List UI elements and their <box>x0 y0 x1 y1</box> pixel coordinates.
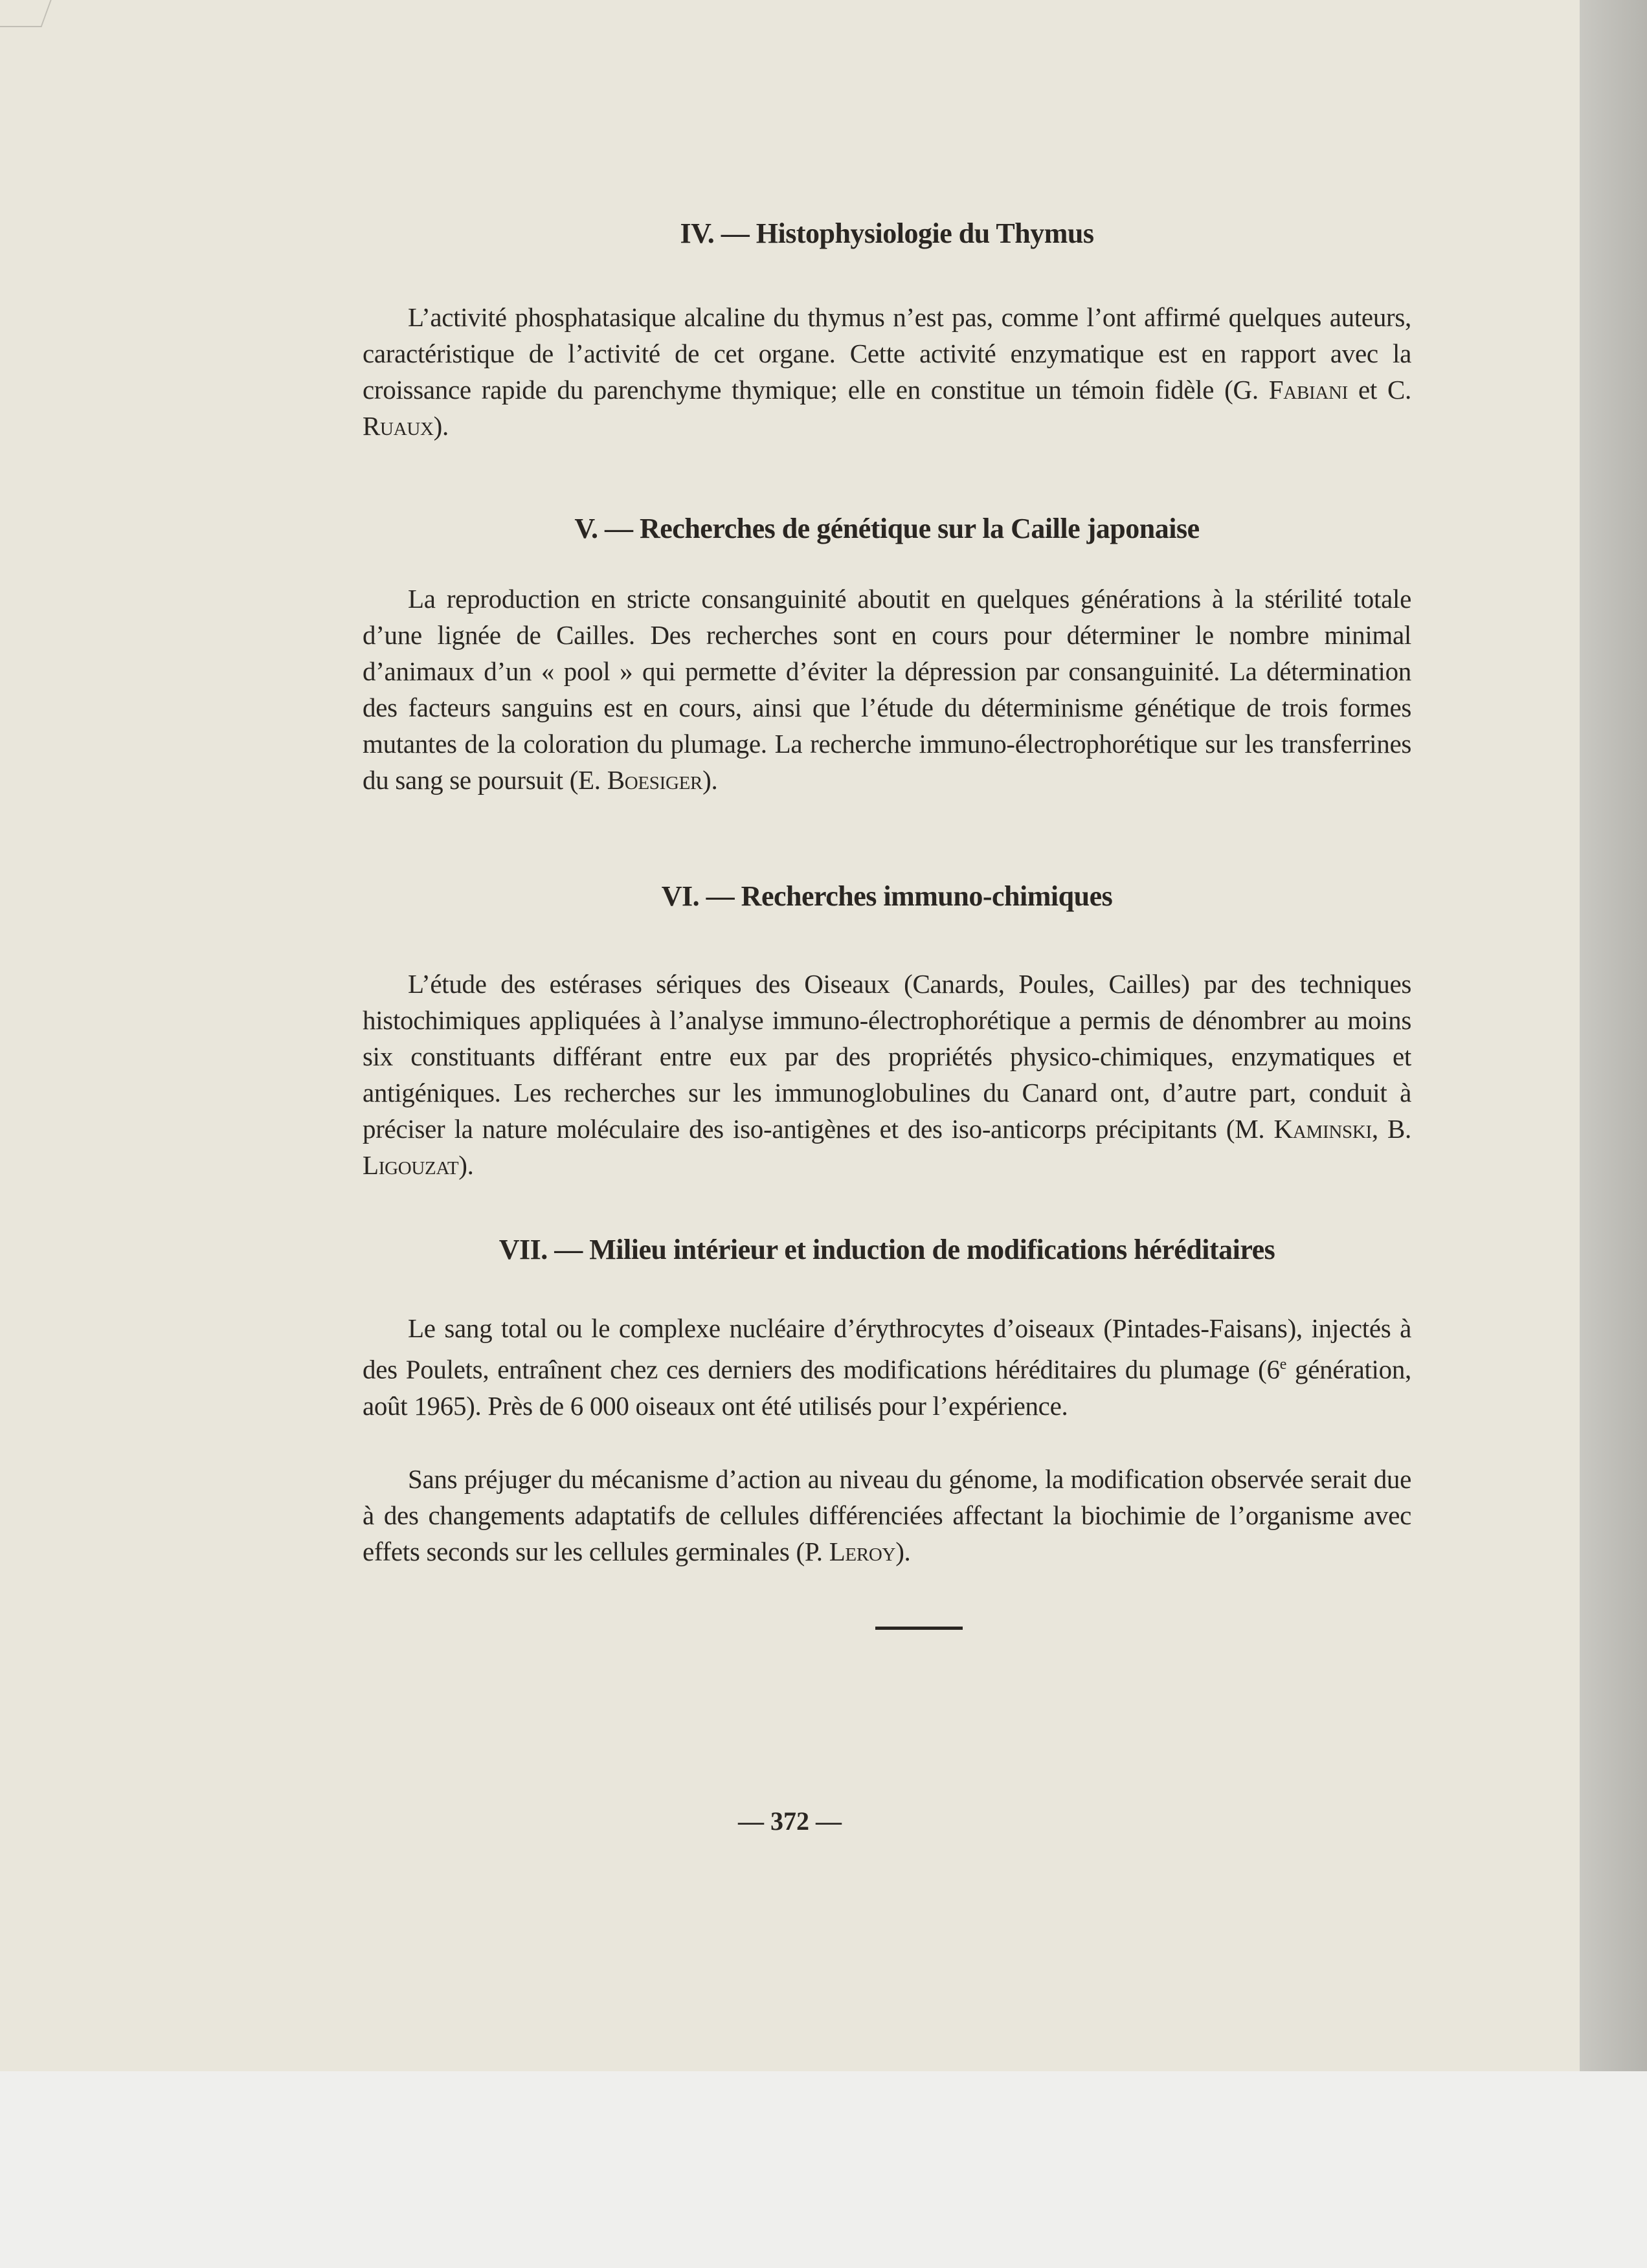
paragraph-text: ). <box>433 411 449 441</box>
paragraph-text: L’activité phosphatasique alcaline du thymus n’est pas, comme l’ont affirmé quelques auteurs, caractéristique de l’activité de cet organe. Cette activité enzymatique est en rapport avec la croissance rapide du parenchyme thymique; elle en constitue un témoin fidèle (G. <box>363 302 1411 405</box>
paragraph-milieu-2 <box>363 1461 1411 1570</box>
paragraph-milieu-1 <box>363 1310 1411 1424</box>
section-heading-iv: IV. — Histophysiologie du Thymus <box>680 217 1094 249</box>
page-number: — 372 — <box>738 1807 842 1836</box>
author-name: Fabiani <box>1268 375 1348 405</box>
section-heading-vii: VII. — Milieu intérieur et induction de modifications héréditaires <box>499 1234 1275 1265</box>
section-heading-v: V. — Recherches de génétique sur la Caille japonaise <box>574 513 1200 544</box>
page-edge-shadow <box>1580 0 1647 2071</box>
author-name: Leroy <box>829 1537 896 1566</box>
paragraph-text: La reproduction en stricte consanguinité aboutit en quelques générations à la stérilité totale d’une lignée de Cailles. Des recherches sont en cours pour déterminer le nombre minimal d’animaux d’un « pool » qui permette d’éviter la dépression par consanguinité. La détermination des facteurs sanguins est en cours, ainsi que l’étude du déterminisme génétique de trois formes mutantes de la coloration du plumage. La recherche immuno-électrophorétique sur les transferrines du sang se poursuit (E. <box>363 584 1411 795</box>
paragraph-text: Le sang total ou le complexe nucléaire d’érythrocytes d’oiseaux (Pintades-Faisans), injectés à des Poulets, entraînent chez ces derniers des modifications héréditaires du plumage (6 <box>363 1313 1411 1384</box>
paragraph-caille <box>363 581 1411 798</box>
paragraph-text: , B. <box>1371 1114 1411 1144</box>
paragraph-text: Sans préjuger du mécanisme d’action au niveau du génome, la modification observée serait due à des changements adaptatifs de cellules différenciées affectant la biochimie de l’organisme avec effets seconds sur les cellules germinales (P. <box>363 1464 1411 1566</box>
author-name: Ruaux <box>363 411 434 441</box>
end-rule <box>875 1627 963 1630</box>
paragraph-thymus <box>363 299 1411 444</box>
author-name: Ligouzat <box>363 1150 459 1180</box>
paragraph-text: ). <box>702 765 718 795</box>
paragraph-text: génération, août 1965). Près de 6 000 oiseaux ont été utilisés pour l’expérience. <box>363 1354 1411 1421</box>
paragraph-text: ). <box>895 1537 911 1566</box>
author-name: Kaminski <box>1273 1114 1372 1144</box>
paragraph-text: L’étude des estérases sériques des Oiseaux (Canards, Poules, Cailles) par des techniques histochimiques appliquées à l’analyse immuno-électrophorétique a permis de dénombrer au moins six constituants différant entre eux par des propriétés physico-chimiques, enzymatiques et antigéniques. Les recherches sur les immunoglobulines du Canard ont, d’autre part, conduit à préciser la nature moléculaire des iso-antigènes et des iso-anticorps précipitants (M. <box>363 969 1411 1144</box>
section-heading-vi: VI. — Recherches immuno-chimiques <box>661 880 1113 912</box>
paragraph-text: et C. <box>1348 375 1411 405</box>
author-name: Boesiger <box>607 765 703 795</box>
superscript: e <box>1279 1356 1287 1373</box>
paragraph-immuno <box>363 966 1411 1183</box>
paragraph-text: ). <box>458 1150 474 1180</box>
